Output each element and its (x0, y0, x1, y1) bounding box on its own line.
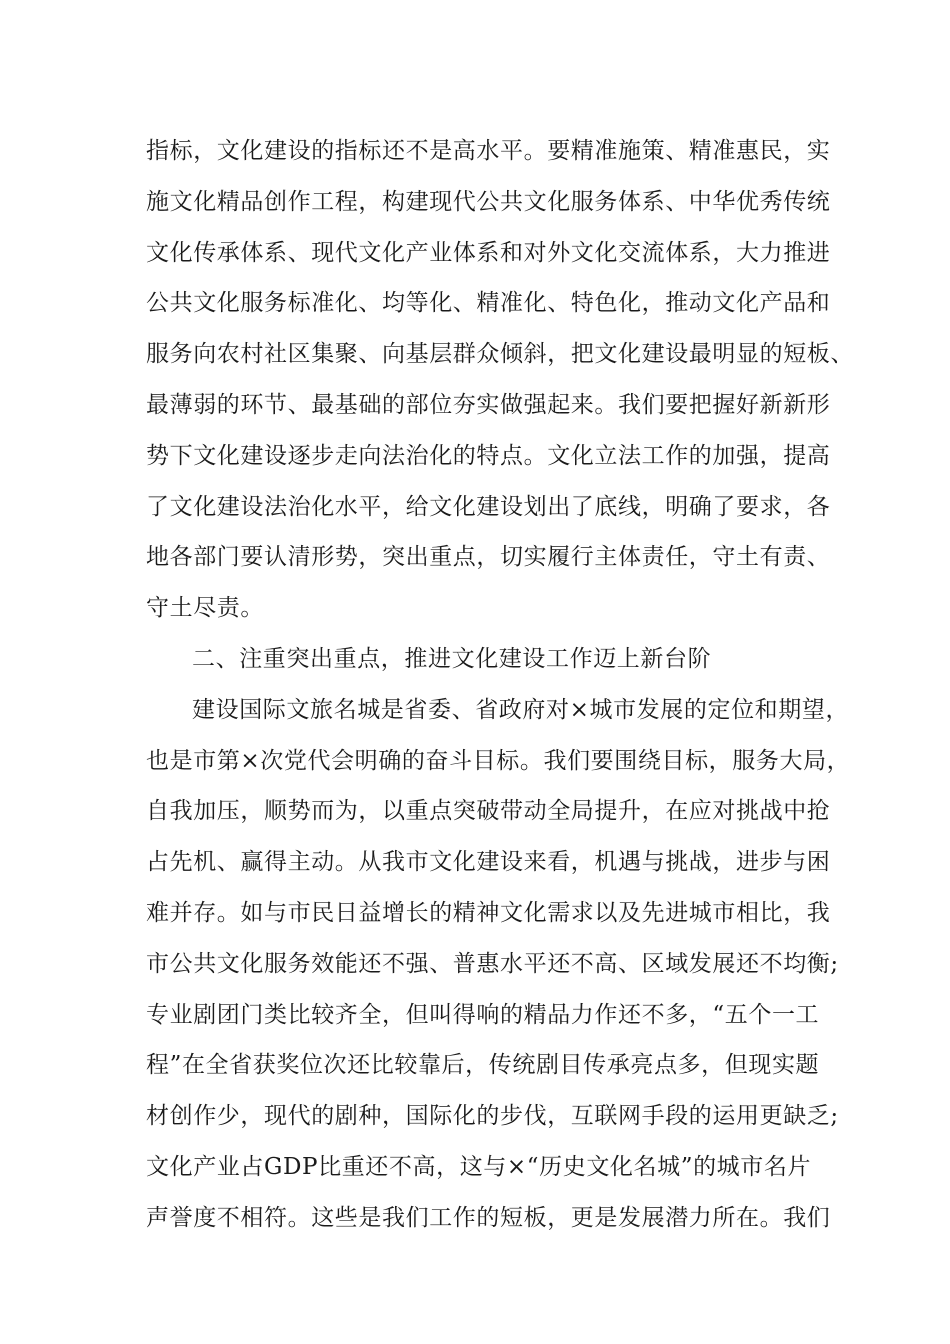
text-line: 地各部门要认清形势，突出重点，切实履行主体责任，守土有责、 (146, 544, 831, 571)
text-line: 难并存。如与市民日益增长的精神文化需求以及先进城市相比，我 (146, 899, 831, 926)
text-line: 专业剧团门类比较齐全，但叫得响的精品力作还不多，“五个一工 (146, 1001, 820, 1028)
text-line: 也是市第×次党代会明确的奋斗目标。我们要围绕目标，服务大局， (146, 747, 851, 774)
text-line: 最薄弱的环节、最基础的部位夯实做强起来。我们要把握好新新形 (146, 391, 831, 418)
body-text (146, 126, 854, 1244)
text-line: 程”在全省获奖位次还比较靠后，传统剧目传承亮点多，但现实题 (146, 1052, 820, 1079)
text-line: 文化产业占GDP比重还不高，这与×“历史文化名城”的城市名片 (146, 1153, 812, 1180)
text-line: 占先机、赢得主动。从我市文化建设来看，机遇与挑战，进步与困 (146, 849, 831, 876)
text-line: 自我加压，顺势而为，以重点突破带动全局提升，在应对挑战中抢 (146, 798, 831, 825)
text-line: 公共文化服务标准化、均等化、精准化、特色化，推动文化产品和 (146, 290, 831, 317)
text-line: 了文化建设法治化水平，给文化建设划出了底线，明确了要求，各 (146, 493, 831, 520)
text-line: 市公共文化服务效能还不强、普惠水平还不高、区域发展还不均衡; (146, 950, 839, 977)
text-line: 服务向农村社区集聚、向基层群众倾斜，把文化建设最明显的短板、 (146, 341, 854, 368)
text-line: 指标，文化建设的指标还不是高水平。要精准施策、精准惠民，实 (146, 138, 831, 164)
text-line: 势下文化建设逐步走向法治化的特点。文化立法工作的加强，提高 (146, 442, 831, 469)
text-line: 守土尽责。 (146, 595, 264, 622)
text-line: 施文化精品创作工程，构建现代公共文化服务体系、中华优秀传统 (146, 188, 831, 215)
text-line: 建设国际文旅名城是省委、省政府对×城市发展的定位和期望， (192, 696, 850, 723)
section-heading: 二、注重突出重点，推进文化建设工作迈上新台阶 (192, 645, 712, 672)
text-line: 声誉度不相符。这些是我们工作的短板，更是发展潜力所在。我们 (146, 1204, 831, 1231)
text-line: 材创作少，现代的剧种，国际化的步伐，互联网手段的运用更缺乏; (146, 1103, 839, 1130)
text-line: 文化传承体系、现代文化产业体系和对外文化交流体系，大力推进 (146, 239, 831, 266)
